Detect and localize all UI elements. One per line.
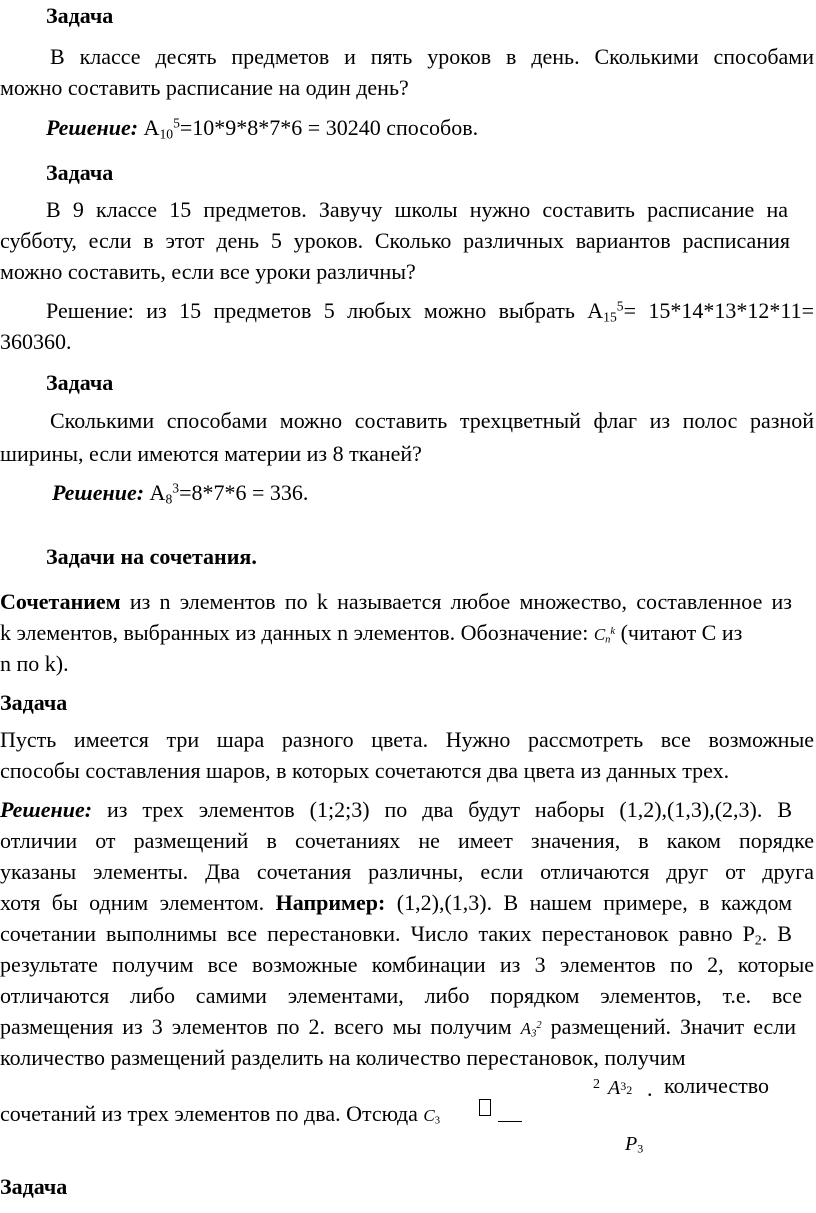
section-heading-combinations: Задачи на сочетания.: [46, 544, 257, 569]
combination-notation: $C_n^k$: [593, 625, 616, 646]
task-heading-5: Задача: [0, 1174, 68, 1199]
solution-label: Решение:: [46, 115, 139, 140]
task2-text-line1: В 9 классе 15 предметов. Завучу школы нужно составить расписание на: [46, 197, 788, 222]
task2-text-line2: субботу, если в этот день 5 уроков. Сколько различных вариантов расписания: [0, 228, 790, 253]
definition-line2: k элементов, выбранных из данных n элементов. Обозначение: $C_n^k$ (читают C из: [0, 620, 743, 646]
task-heading-1: Задача: [46, 3, 114, 28]
formula-numerator: $A^32$: [608, 1077, 633, 1099]
task4-solution-line8: размещения из 3 элементов по 2. всего мы получим $A_3^2$ размещений. Значит если: [0, 1014, 797, 1040]
task4-solution-line4: хотя бы одним элементом. Например: (1,2),(1,3). В нашем примере, в каждом: [0, 890, 792, 915]
task-heading-3: Задача: [46, 370, 114, 395]
task3-solution: [52, 480, 309, 507]
solution-formula: $A_8^3=8*7*6 = 336$.: [149, 480, 309, 507]
task2-solution-line2: 360360.: [0, 329, 72, 354]
task4-solution-line3: указаны элементы. Два сочетания различны, если отличаются друг от друга: [0, 859, 814, 884]
task4-text-line2: способы составления шаров, в которых сочетаются два цвета из данных трех.: [0, 758, 730, 783]
task4-solution-line5: сочетании выполнимы все перестановки. Число таких перестановок равно $P_2$. В: [0, 921, 792, 948]
task4-text-line1: Пусть имеется три шара разного цвета. Нужно рассмотреть все возможные: [0, 727, 814, 752]
formula-superscript-2: 2: [593, 1077, 600, 1092]
task3-text-line1: Сколькими способами можно составить трехцветный флаг из полос разной: [50, 408, 814, 433]
definition-line1: Сочетанием из n элементов по k называется любое множество, составленное из: [0, 589, 792, 614]
task-heading-4: Задача: [0, 690, 68, 715]
task3-text-line2: ширины, если имеются материи из 8 тканей?: [0, 441, 422, 466]
solution-formula: $A_{10}^5=10*9*8*7*6 = 30240$ способов.: [143, 115, 479, 142]
task4-solution-line9: количество размещений разделить на количество перестановок, получим: [0, 1045, 686, 1070]
solution-label: Решение:: [52, 480, 145, 505]
task1-text-line2: можно составить расписание на один день?: [0, 75, 409, 100]
task4-solution-line6: результате получим все возможные комбинации из 3 элементов по 2, которые: [0, 952, 814, 977]
task1-text-line1: В классе десять предметов и пять уроков в день. Сколькими способами: [50, 44, 814, 69]
task4-solution-line1: Решение: из трех элементов (1;2;3) по два будут наборы (1,2),(1,3),(2,3). В: [0, 797, 792, 822]
task2-solution-line1: Решение: из 15 предметов 5 любых можно выбрать $A_{15}^5= 15*14*13*12*11=$: [46, 298, 814, 325]
task2-text-line3: можно составить, если все уроки различны?: [0, 259, 416, 284]
definition-line3: n по k).: [0, 651, 69, 676]
task4-solution-line7: отличаются либо самими элементами, либо порядком элементов, т.е. все: [0, 983, 802, 1008]
formula-dot: .: [647, 1076, 653, 1101]
task4-solution-line2: отличии от размещений в сочетаниях не имеет значения, в каком порядке: [0, 828, 814, 853]
formula-denominator: P3: [625, 1133, 644, 1156]
task1-solution: [46, 115, 479, 142]
task4-solution-line10: сочетаний из трех элементов по два. Отсюда $C_3$: [0, 1101, 441, 1127]
fraction-bar: [498, 1121, 522, 1122]
formula-tail-text: количество: [664, 1073, 770, 1098]
combination-C3: $C_3$: [423, 1106, 441, 1127]
task-heading-2: Задача: [46, 160, 114, 185]
arrangement-notation: $A_3^2$: [520, 1019, 542, 1040]
missing-glyph-box: [479, 1099, 491, 1116]
